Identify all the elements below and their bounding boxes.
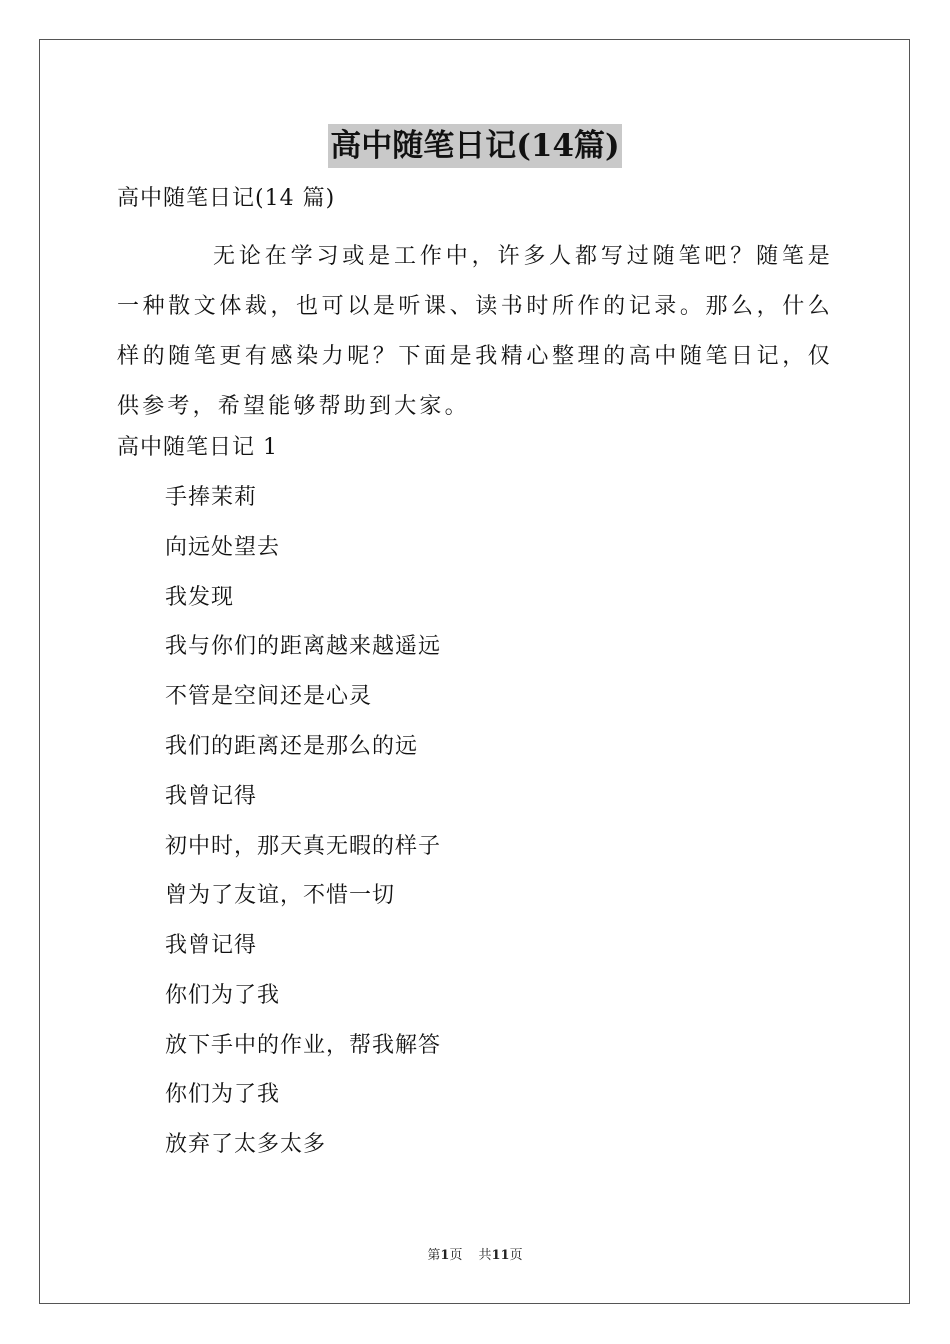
- verse-line: 我们的距离还是那么的远: [165, 734, 419, 759]
- page-suffix: 页: [449, 1248, 463, 1263]
- section-heading: 高中随笔日记 1: [117, 435, 278, 460]
- page-footer: [0, 1247, 950, 1265]
- verse-line: 我发现: [165, 585, 235, 610]
- verse-line: 我曾记得: [165, 784, 258, 809]
- verse-line: 不管是空间还是心灵: [165, 684, 373, 709]
- verse-line: 手捧茉莉: [165, 485, 258, 510]
- verse-line: 你们为了我: [165, 983, 281, 1008]
- verse-line: 放下手中的作业，帮我解答: [165, 1033, 442, 1058]
- verse-line: 初中时，那天真无暇的样子: [165, 834, 442, 859]
- document-subtitle: 高中随笔日记(14 篇): [117, 186, 336, 211]
- title-container: [0, 124, 950, 168]
- verse-line: 放弃了太多太多: [165, 1132, 327, 1157]
- page-prefix: 第: [427, 1248, 441, 1263]
- verse-line: 你们为了我: [165, 1082, 281, 1107]
- total-prefix: 共: [478, 1248, 492, 1263]
- verse-line: 我曾记得: [165, 933, 258, 958]
- total-pages: 11: [491, 1248, 510, 1263]
- verse-line: 曾为了友谊，不惜一切: [165, 883, 396, 908]
- page-number: 1: [440, 1248, 450, 1263]
- total-suffix: 页: [509, 1248, 523, 1263]
- verse-line: 向远处望去: [165, 535, 281, 560]
- intro-paragraph: 无论在学习或是工作中，许多人都写过随笔吧？随笔是一种散文体裁，也可以是听课、读书时所作的记录。那么，什么样的随笔更有感染力呢？下面是我精心整理的高中随笔日记，仅供参考，希望能够帮助到大家。: [117, 244, 833, 419]
- page-border: [39, 39, 910, 1304]
- document-title: 高中随笔日记(14篇): [328, 124, 621, 168]
- verse-line: 我与你们的距离越来越遥远: [165, 634, 442, 659]
